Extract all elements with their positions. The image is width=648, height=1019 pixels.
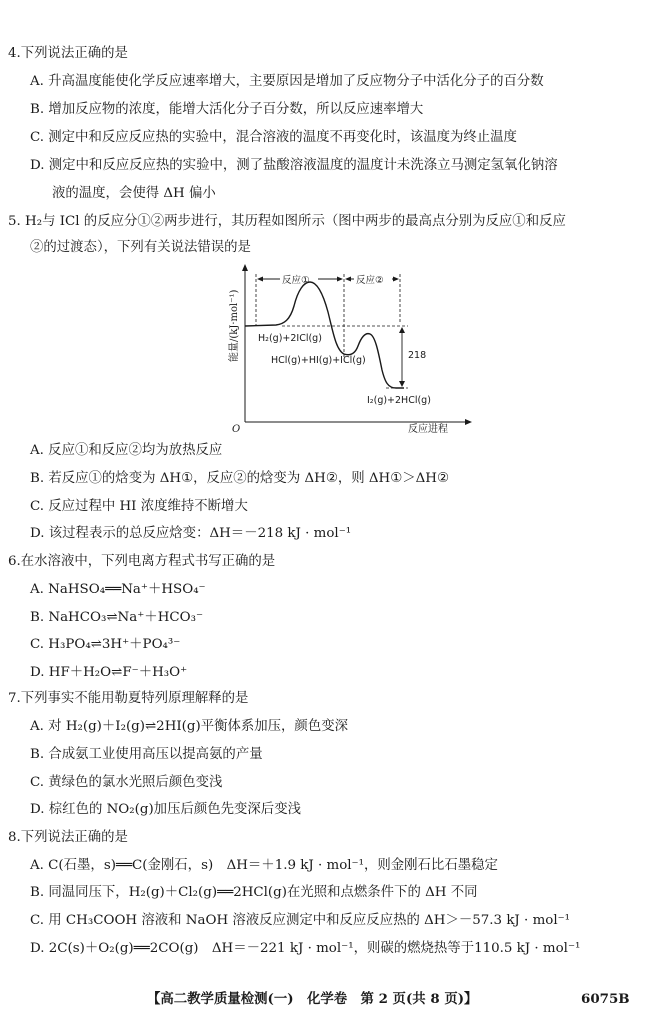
question-6-option-b: B. NaHCO₃⇌Na⁺＋HCO₃⁻: [30, 610, 204, 625]
question-8-option-d: D. 2C(s)＋O₂(g)══2CO(g) ΔH＝－221 kJ · mol⁻¹，则碳的燃烧热等于110.5 kJ · mol⁻¹: [30, 941, 581, 956]
y-axis-arrow: [242, 264, 248, 271]
question-5-option-c: C. 反应过程中 HI 浓度维持不断增大: [30, 499, 248, 514]
question-7-option-b: B. 合成氨工业使用高压以提高氨的产量: [30, 747, 263, 762]
question-8-stem: 8.下列说法正确的是: [8, 830, 128, 845]
species-intermediate-label: HCl(g)+HI(g)+ICl(g): [271, 355, 366, 366]
question-5-option-b: B. 若反应①的焓变为 ΔH①，反应②的焓变为 ΔH②，则 ΔH①＞ΔH②: [30, 471, 449, 486]
x-axis-arrow: [465, 419, 472, 425]
question-7-option-a: A. 对 H₂(g)＋I₂(g)⇌2HI(g)平衡体系加压，颜色变深: [30, 719, 348, 734]
question-6-stem: 6.在水溶液中，下列电离方程式书写正确的是: [8, 554, 276, 569]
energy-gap-arrow-bottom: [399, 381, 405, 387]
footer-exam-info: 【高二教学质量检测(一) 化学卷 第 2 页(共 8 页)】: [147, 991, 478, 1007]
species-final-label: I₂(g)+2HCl(g): [367, 395, 431, 406]
question-6-option-a: A. NaHSO₄══Na⁺＋HSO₄⁻: [30, 582, 206, 597]
question-8-option-a: A. C(石墨，s)══C(金刚石，s) ΔH＝＋1.9 kJ · mol⁻¹，则金刚石比石墨稳定: [30, 858, 498, 873]
question-5-option-a: A. 反应①和反应②均为放热反应: [30, 443, 223, 458]
question-5-option-d: D. 该过程表示的总反应焓变：ΔH＝－218 kJ · mol⁻¹: [30, 526, 352, 541]
energy-profile-diagram: [226, 262, 476, 434]
step2-arrow-left: [345, 277, 351, 282]
origin-label: O: [232, 424, 241, 434]
question-8-option-c: C. 用 CH₃COOH 溶液和 NaOH 溶液反应测定中和反应反应热的 ΔH＞－57.3 kJ · mol⁻¹: [30, 913, 571, 928]
question-5-stem-line1: 5. H₂与 ICl 的反应分①②两步进行，其历程如图所示（图中两步的最高点分别为反应①和反应: [8, 214, 566, 229]
question-4-stem: 4.下列说法正确的是: [8, 46, 128, 61]
question-4-option-c: C. 测定中和反应反应热的实验中，混合溶液的温度不再变化时，该温度为终止温度: [30, 130, 517, 145]
energy-gap-label: 218: [408, 350, 427, 361]
question-4-option-d: D. 测定中和反应反应热的实验中，测了盐酸溶液温度的温度计未洗涤立马测定氢氧化钠溶: [30, 158, 558, 173]
question-4-option-a: A. 升高温度能使化学反应速率增大，主要原因是增加了反应物分子中活化分子的百分数: [30, 74, 544, 89]
step1-arrow-right: [337, 277, 343, 282]
footer-paper-code: 6075B: [581, 991, 630, 1007]
energy-gap-arrow-top: [399, 327, 405, 333]
step1-arrow-left: [257, 277, 263, 282]
x-axis-label: 反应进程: [408, 424, 448, 434]
step2-label: 反应②: [356, 275, 384, 286]
step1-label: 反应①: [282, 275, 310, 286]
question-7-option-c: C. 黄绿色的氯水光照后颜色变浅: [30, 775, 223, 790]
question-6-option-d: D. HF＋H₂O⇌F⁻＋H₃O⁺: [30, 665, 188, 680]
step2-arrow-right: [393, 277, 399, 282]
question-4-option-d-continuation: 液的温度，会使得 ΔH 偏小: [52, 186, 216, 201]
question-8-option-b: B. 同温同压下，H₂(g)＋Cl₂(g)══2HCl(g)在光照和点燃条件下的 ΔH 不同: [30, 885, 478, 900]
y-axis-label: 能量/(kJ·mol⁻¹): [229, 289, 240, 362]
question-4-option-b: B. 增加反应物的浓度，能增大活化分子百分数，所以反应速率增大: [30, 102, 424, 117]
question-6-option-c: C. H₃PO₄⇌3H⁺＋PO₄³⁻: [30, 637, 181, 652]
question-7-option-d: D. 棕红色的 NO₂(g)加压后颜色先变深后变浅: [30, 802, 301, 817]
species-initial-label: H₂(g)+2ICl(g): [258, 333, 322, 344]
question-7-stem: 7.下列事实不能用勒夏特列原理解释的是: [8, 691, 249, 706]
question-5-stem-line2: ②的过渡态），下列有关说法错误的是: [30, 240, 251, 255]
